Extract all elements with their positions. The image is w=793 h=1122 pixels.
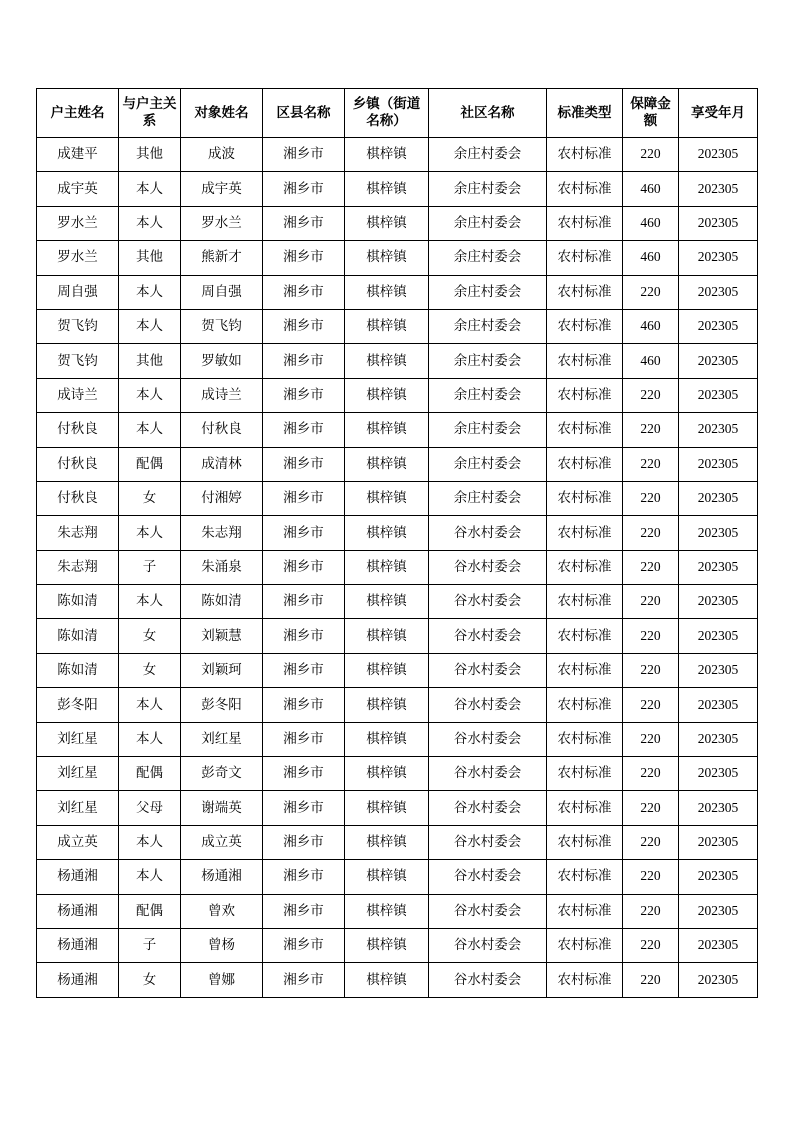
table-cell: 成清林 [181, 447, 263, 481]
table-cell: 罗敏如 [181, 344, 263, 378]
table-cell: 其他 [119, 241, 181, 275]
table-cell: 湘乡市 [263, 138, 345, 172]
table-cell: 本人 [119, 309, 181, 343]
table-cell: 罗水兰 [37, 241, 119, 275]
table-row [37, 172, 758, 206]
table-cell: 220 [623, 928, 679, 962]
table-cell: 熊新才 [181, 241, 263, 275]
table-cell: 杨通湘 [37, 928, 119, 962]
table-cell: 成诗兰 [181, 378, 263, 412]
table-cell: 谷水村委会 [429, 894, 547, 928]
table-cell: 农村标准 [547, 481, 623, 515]
table-row [37, 860, 758, 894]
table-cell: 棋梓镇 [345, 722, 429, 756]
table-row [37, 825, 758, 859]
table-cell: 棋梓镇 [345, 585, 429, 619]
table-cell: 220 [623, 481, 679, 515]
table-cell: 202305 [679, 550, 758, 584]
table-cell: 湘乡市 [263, 585, 345, 619]
table-cell: 杨通湘 [37, 894, 119, 928]
table-cell: 谷水村委会 [429, 653, 547, 687]
table-cell: 湘乡市 [263, 206, 345, 240]
table-cell: 农村标准 [547, 791, 623, 825]
table-row [37, 928, 758, 962]
table-cell: 棋梓镇 [345, 757, 429, 791]
table-cell: 农村标准 [547, 757, 623, 791]
table-cell: 棋梓镇 [345, 928, 429, 962]
table-cell: 农村标准 [547, 585, 623, 619]
table-cell: 本人 [119, 722, 181, 756]
table-cell: 湘乡市 [263, 722, 345, 756]
table-cell: 棋梓镇 [345, 791, 429, 825]
table-cell: 460 [623, 344, 679, 378]
table-cell: 本人 [119, 172, 181, 206]
table-cell: 202305 [679, 309, 758, 343]
table-cell: 湘乡市 [263, 757, 345, 791]
table-cell: 付湘婷 [181, 481, 263, 515]
table-cell: 刘颖慧 [181, 619, 263, 653]
table-cell: 余庄村委会 [429, 172, 547, 206]
table-cell: 贺飞钧 [181, 309, 263, 343]
table-cell: 202305 [679, 344, 758, 378]
table-cell: 湘乡市 [263, 928, 345, 962]
table-cell: 农村标准 [547, 309, 623, 343]
table-row [37, 138, 758, 172]
table-cell: 棋梓镇 [345, 206, 429, 240]
table-cell: 杨通湘 [37, 963, 119, 997]
table-cell: 农村标准 [547, 722, 623, 756]
table-cell: 成波 [181, 138, 263, 172]
table-cell: 棋梓镇 [345, 516, 429, 550]
table-cell: 刘红星 [37, 791, 119, 825]
table-cell: 谢端英 [181, 791, 263, 825]
table-cell: 农村标准 [547, 653, 623, 687]
table-cell: 余庄村委会 [429, 481, 547, 515]
table-cell: 谷水村委会 [429, 619, 547, 653]
table-cell: 谷水村委会 [429, 825, 547, 859]
table-cell: 202305 [679, 206, 758, 240]
table-cell: 棋梓镇 [345, 275, 429, 309]
table-row [37, 447, 758, 481]
table-cell: 余庄村委会 [429, 447, 547, 481]
table-row [37, 550, 758, 584]
table-header [37, 89, 758, 138]
table-cell: 谷水村委会 [429, 963, 547, 997]
table-cell: 配偶 [119, 894, 181, 928]
table-cell: 202305 [679, 481, 758, 515]
table-cell: 220 [623, 825, 679, 859]
table-cell: 220 [623, 653, 679, 687]
table-cell: 谷水村委会 [429, 722, 547, 756]
table-cell: 202305 [679, 860, 758, 894]
table-cell: 202305 [679, 791, 758, 825]
table-cell: 本人 [119, 585, 181, 619]
table-cell: 刘红星 [37, 722, 119, 756]
table-cell: 220 [623, 378, 679, 412]
table-cell: 本人 [119, 825, 181, 859]
column-header-5: 社区名称 [429, 89, 547, 138]
table-row [37, 963, 758, 997]
table-cell: 220 [623, 860, 679, 894]
table-cell: 湘乡市 [263, 963, 345, 997]
table-cell: 陈如清 [37, 585, 119, 619]
table-cell: 朱志翔 [37, 516, 119, 550]
table-cell: 棋梓镇 [345, 688, 429, 722]
table-cell: 220 [623, 550, 679, 584]
table-cell: 陈如清 [37, 619, 119, 653]
table-cell: 湘乡市 [263, 619, 345, 653]
table-cell: 彭冬阳 [37, 688, 119, 722]
column-header-6: 标准类型 [547, 89, 623, 138]
table-cell: 棋梓镇 [345, 550, 429, 584]
table-cell: 农村标准 [547, 206, 623, 240]
table-cell: 罗水兰 [181, 206, 263, 240]
table-cell: 湘乡市 [263, 172, 345, 206]
table-cell: 460 [623, 172, 679, 206]
column-header-2: 对象姓名 [181, 89, 263, 138]
table-cell: 202305 [679, 688, 758, 722]
table-cell: 农村标准 [547, 928, 623, 962]
table-row [37, 481, 758, 515]
table-cell: 220 [623, 722, 679, 756]
table-cell: 其他 [119, 138, 181, 172]
table-cell: 202305 [679, 619, 758, 653]
table-cell: 农村标准 [547, 516, 623, 550]
table-cell: 谷水村委会 [429, 688, 547, 722]
table-cell: 女 [119, 963, 181, 997]
table-cell: 余庄村委会 [429, 241, 547, 275]
table-row [37, 275, 758, 309]
table-cell: 农村标准 [547, 619, 623, 653]
table-cell: 棋梓镇 [345, 241, 429, 275]
table-cell: 202305 [679, 963, 758, 997]
table-cell: 本人 [119, 688, 181, 722]
table-cell: 陈如清 [181, 585, 263, 619]
table-cell: 202305 [679, 928, 758, 962]
table-cell: 棋梓镇 [345, 860, 429, 894]
table-cell: 湘乡市 [263, 413, 345, 447]
table-cell: 202305 [679, 516, 758, 550]
table-row [37, 585, 758, 619]
table-cell: 本人 [119, 378, 181, 412]
table-cell: 朱志翔 [37, 550, 119, 584]
table-cell: 湘乡市 [263, 275, 345, 309]
table-cell: 成宇英 [181, 172, 263, 206]
table-cell: 曾娜 [181, 963, 263, 997]
table-cell: 202305 [679, 722, 758, 756]
table-header-row [37, 89, 758, 138]
table-cell: 220 [623, 585, 679, 619]
table-cell: 余庄村委会 [429, 275, 547, 309]
table-cell: 220 [623, 791, 679, 825]
table-cell: 本人 [119, 275, 181, 309]
table-cell: 202305 [679, 894, 758, 928]
table-cell: 220 [623, 275, 679, 309]
table-cell: 湘乡市 [263, 309, 345, 343]
table-cell: 湘乡市 [263, 688, 345, 722]
table-body [37, 138, 758, 998]
table-cell: 202305 [679, 138, 758, 172]
table-row [37, 206, 758, 240]
table-cell: 余庄村委会 [429, 344, 547, 378]
table-cell: 杨通湘 [181, 860, 263, 894]
table-cell: 成宇英 [37, 172, 119, 206]
column-header-3: 区县名称 [263, 89, 345, 138]
table-cell: 谷水村委会 [429, 550, 547, 584]
table-cell: 湘乡市 [263, 378, 345, 412]
table-cell: 202305 [679, 825, 758, 859]
table-cell: 女 [119, 481, 181, 515]
table-cell: 谷水村委会 [429, 791, 547, 825]
table-row [37, 241, 758, 275]
table-cell: 农村标准 [547, 413, 623, 447]
table-cell: 父母 [119, 791, 181, 825]
table-cell: 202305 [679, 757, 758, 791]
table-cell: 棋梓镇 [345, 413, 429, 447]
table-cell: 刘颖珂 [181, 653, 263, 687]
table-cell: 202305 [679, 378, 758, 412]
table-cell: 谷水村委会 [429, 516, 547, 550]
column-header-7: 保障金额 [623, 89, 679, 138]
table-cell: 202305 [679, 241, 758, 275]
table-cell: 棋梓镇 [345, 894, 429, 928]
table-cell: 农村标准 [547, 550, 623, 584]
table-cell: 子 [119, 550, 181, 584]
table-cell: 杨通湘 [37, 860, 119, 894]
table-cell: 湘乡市 [263, 825, 345, 859]
table-cell: 202305 [679, 447, 758, 481]
table-row [37, 309, 758, 343]
table-cell: 220 [623, 138, 679, 172]
table-cell: 配偶 [119, 447, 181, 481]
table-cell: 棋梓镇 [345, 378, 429, 412]
table-cell: 农村标准 [547, 275, 623, 309]
table-cell: 配偶 [119, 757, 181, 791]
table-row [37, 688, 758, 722]
table-cell: 本人 [119, 860, 181, 894]
table-cell: 湘乡市 [263, 481, 345, 515]
table-cell: 付秋良 [37, 481, 119, 515]
table-cell: 460 [623, 206, 679, 240]
table-cell: 棋梓镇 [345, 653, 429, 687]
table-cell: 农村标准 [547, 241, 623, 275]
table-cell: 成立英 [37, 825, 119, 859]
column-header-1: 与户主关系 [119, 89, 181, 138]
table-cell: 棋梓镇 [345, 619, 429, 653]
table-cell: 余庄村委会 [429, 378, 547, 412]
table-cell: 农村标准 [547, 172, 623, 206]
table-row [37, 619, 758, 653]
table-row [37, 791, 758, 825]
table-cell: 棋梓镇 [345, 172, 429, 206]
table-row [37, 722, 758, 756]
table-cell: 湘乡市 [263, 241, 345, 275]
table-cell: 202305 [679, 413, 758, 447]
table-cell: 220 [623, 963, 679, 997]
table-cell: 其他 [119, 344, 181, 378]
table-cell: 付秋良 [37, 413, 119, 447]
table-cell: 220 [623, 688, 679, 722]
table-row [37, 344, 758, 378]
table-cell: 农村标准 [547, 825, 623, 859]
table-row [37, 413, 758, 447]
table-cell: 本人 [119, 413, 181, 447]
table-cell: 付秋良 [181, 413, 263, 447]
table-cell: 农村标准 [547, 688, 623, 722]
table-cell: 周自强 [181, 275, 263, 309]
table-cell: 220 [623, 447, 679, 481]
table-cell: 220 [623, 516, 679, 550]
table-cell: 460 [623, 241, 679, 275]
table-cell: 付秋良 [37, 447, 119, 481]
table-cell: 女 [119, 653, 181, 687]
table-cell: 女 [119, 619, 181, 653]
table-cell: 湘乡市 [263, 894, 345, 928]
table-cell: 贺飞钧 [37, 344, 119, 378]
table-cell: 农村标准 [547, 894, 623, 928]
table-cell: 谷水村委会 [429, 928, 547, 962]
table-cell: 农村标准 [547, 860, 623, 894]
table-cell: 棋梓镇 [345, 309, 429, 343]
table-cell: 彭冬阳 [181, 688, 263, 722]
table-cell: 朱志翔 [181, 516, 263, 550]
table-cell: 棋梓镇 [345, 344, 429, 378]
table-cell: 谷水村委会 [429, 585, 547, 619]
table-cell: 220 [623, 757, 679, 791]
table-cell: 余庄村委会 [429, 206, 547, 240]
table-cell: 棋梓镇 [345, 825, 429, 859]
table-cell: 本人 [119, 516, 181, 550]
table-cell: 农村标准 [547, 447, 623, 481]
table-cell: 成诗兰 [37, 378, 119, 412]
table-cell: 彭奇文 [181, 757, 263, 791]
table-cell: 陈如清 [37, 653, 119, 687]
table-cell: 湘乡市 [263, 447, 345, 481]
table-cell: 湘乡市 [263, 860, 345, 894]
table-cell: 曾杨 [181, 928, 263, 962]
table-cell: 湘乡市 [263, 516, 345, 550]
table-row [37, 757, 758, 791]
table-cell: 棋梓镇 [345, 481, 429, 515]
table-cell: 本人 [119, 206, 181, 240]
table-cell: 曾欢 [181, 894, 263, 928]
table-cell: 220 [623, 894, 679, 928]
table-cell: 湘乡市 [263, 791, 345, 825]
subsidy-recipients-table [36, 88, 758, 998]
table-cell: 220 [623, 413, 679, 447]
table-cell: 460 [623, 309, 679, 343]
column-header-8: 享受年月 [679, 89, 758, 138]
table-cell: 220 [623, 619, 679, 653]
column-header-0: 户主姓名 [37, 89, 119, 138]
table-cell: 贺飞钧 [37, 309, 119, 343]
table-row [37, 894, 758, 928]
table-cell: 202305 [679, 275, 758, 309]
table-cell: 湘乡市 [263, 653, 345, 687]
table-cell: 202305 [679, 172, 758, 206]
table-cell: 农村标准 [547, 344, 623, 378]
table-cell: 棋梓镇 [345, 963, 429, 997]
table-cell: 余庄村委会 [429, 138, 547, 172]
table-cell: 成立英 [181, 825, 263, 859]
table-cell: 成建平 [37, 138, 119, 172]
table-cell: 农村标准 [547, 138, 623, 172]
table-cell: 农村标准 [547, 378, 623, 412]
table-cell: 朱涌泉 [181, 550, 263, 584]
table-cell: 周自强 [37, 275, 119, 309]
table-cell: 子 [119, 928, 181, 962]
table-cell: 湘乡市 [263, 550, 345, 584]
table-cell: 202305 [679, 653, 758, 687]
table-cell: 刘红星 [37, 757, 119, 791]
table-row [37, 378, 758, 412]
table-cell: 湘乡市 [263, 344, 345, 378]
table-cell: 谷水村委会 [429, 860, 547, 894]
table-cell: 余庄村委会 [429, 413, 547, 447]
table-cell: 罗水兰 [37, 206, 119, 240]
table-cell: 农村标准 [547, 963, 623, 997]
table-cell: 刘红星 [181, 722, 263, 756]
column-header-4: 乡镇（街道名称） [345, 89, 429, 138]
table-cell: 202305 [679, 585, 758, 619]
table-cell: 余庄村委会 [429, 309, 547, 343]
table-row [37, 516, 758, 550]
table-row [37, 653, 758, 687]
table-cell: 谷水村委会 [429, 757, 547, 791]
table-cell: 棋梓镇 [345, 138, 429, 172]
table-cell: 棋梓镇 [345, 447, 429, 481]
